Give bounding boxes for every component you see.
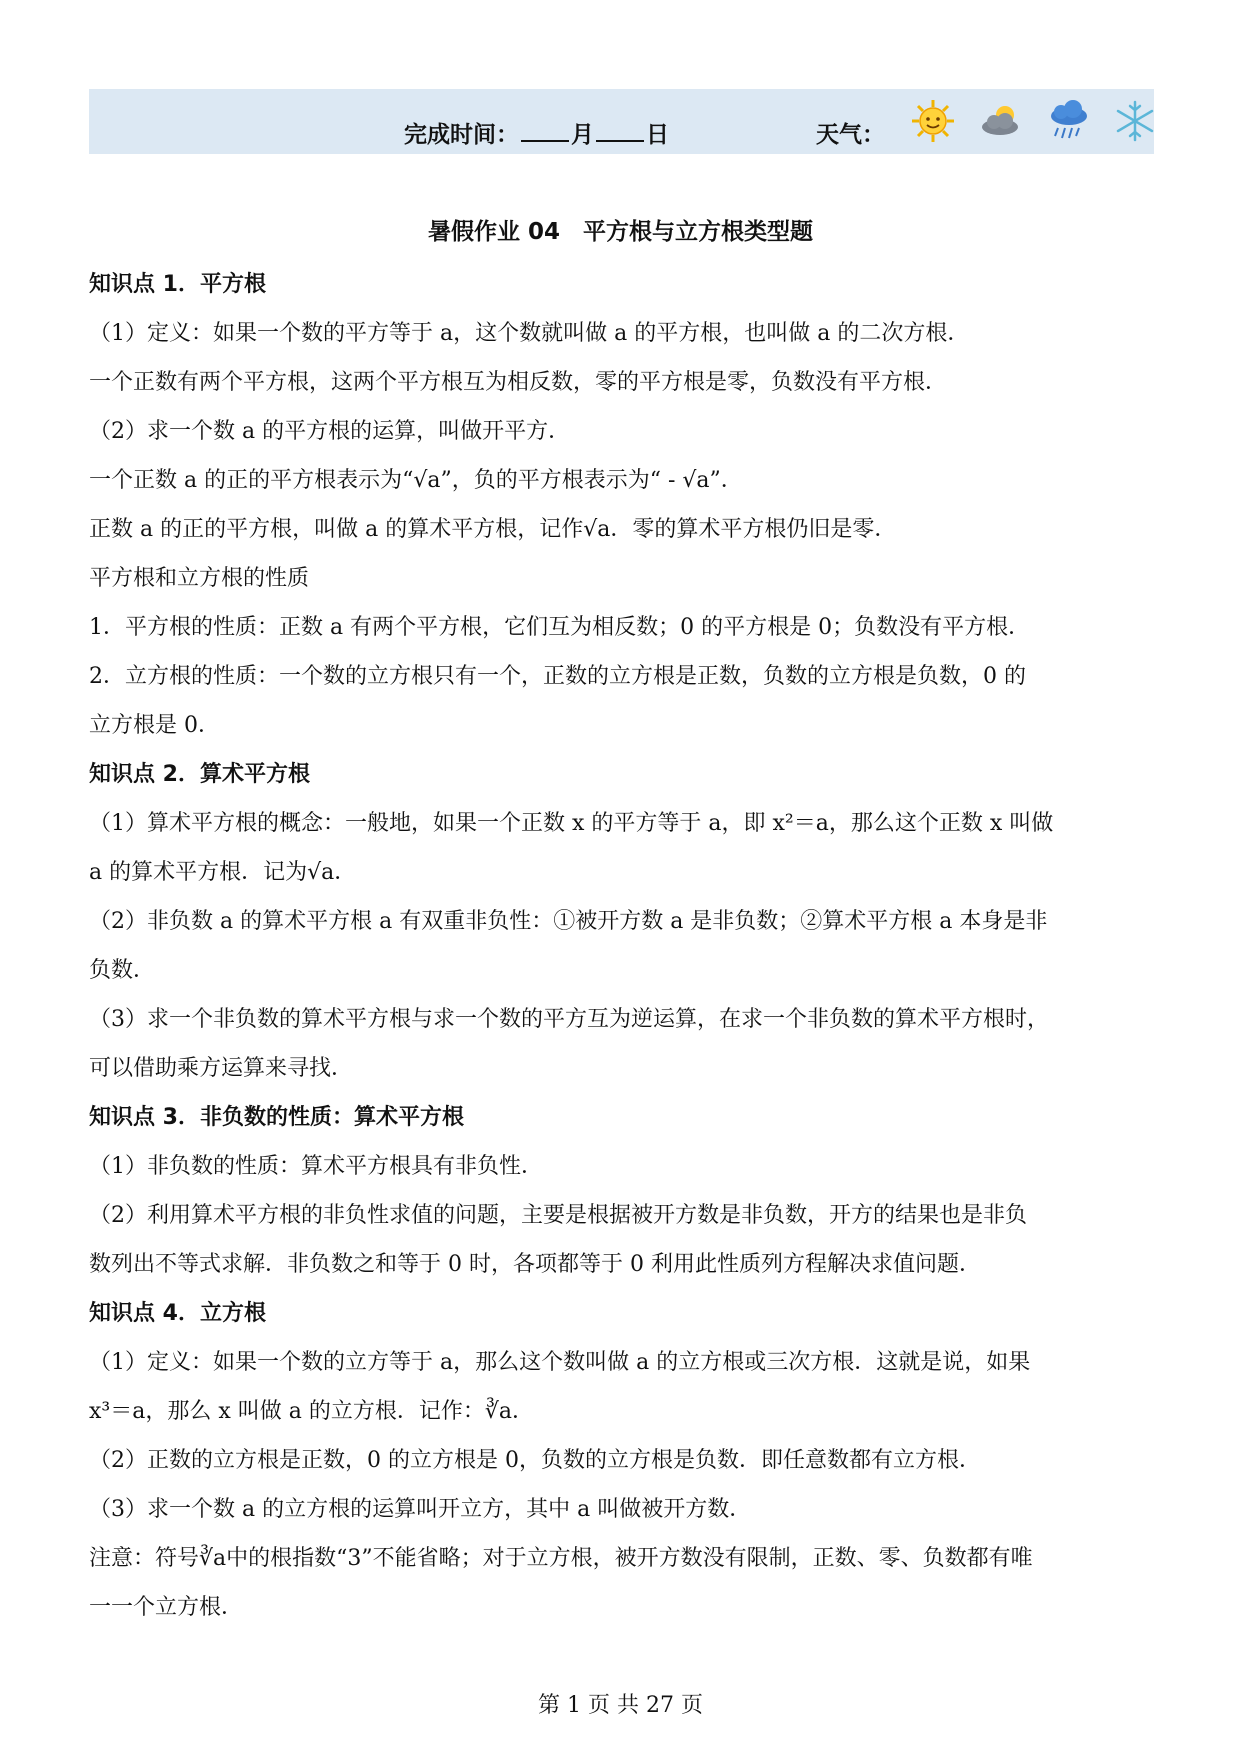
- text-line: （2）非负数 a 的算术平方根 a 有双重非负性：①被开方数 a 是非负数；②算术平方根 a 本身是非: [89, 909, 1048, 934]
- text-line: 负数．: [89, 958, 156, 983]
- cloudy-icon: [978, 98, 1024, 144]
- text-line: 注意：符号∛a中的根指数“3”不能省略；对于立方根，被开方数没有限制，正数、零、负数都有唯: [89, 1546, 1033, 1571]
- sun-icon: [910, 98, 956, 144]
- snowflake-icon: [1112, 98, 1158, 144]
- page-title: 暑假作业 04 平方根与立方根类型题: [427, 219, 813, 245]
- month-blank: [521, 139, 569, 142]
- text-line: （1）非负数的性质：算术平方根具有非负性．: [89, 1154, 543, 1179]
- text-line: 一一个立方根．: [89, 1595, 244, 1620]
- text-line: 数列出不等式求解．非负数之和等于 0 时，各项都等于 0 利用此性质列方程解决求值问题．: [89, 1252, 981, 1277]
- text-line: 1．平方根的性质：正数 a 有两个平方根，它们互为相反数；0 的平方根是 0；负数没有平方根．: [89, 615, 1031, 640]
- document-body: [89, 260, 1154, 1632]
- section-heading: 知识点 2．算术平方根: [89, 762, 310, 787]
- text-line: （1）算术平方根的概念：一般地，如果一个正数 x 的平方等于 a，即 x²＝a，那么这个正数 x 叫做: [89, 811, 1054, 836]
- text-line: （2）正数的立方根是正数，0 的立方根是 0，负数的立方根是负数．即任意数都有立方根．: [89, 1448, 981, 1473]
- text-line: x³＝a，那么 x 叫做 a 的立方根．记作：∛a．: [89, 1399, 534, 1424]
- day-blank: [596, 139, 644, 142]
- text-line: a 的算术平方根．记为√a．: [89, 860, 357, 885]
- section-heading: 知识点 4．立方根: [89, 1301, 266, 1326]
- completion-time: 完成时间： 月 日: [404, 122, 669, 148]
- text-line: （3）求一个非负数的算术平方根与求一个数的平方互为逆运算，在求一个非负数的算术平方根时，: [89, 1007, 1050, 1032]
- section-heading: 知识点 3．非负数的性质：算术平方根: [89, 1105, 464, 1130]
- text-line: （2）利用算术平方根的非负性求值的问题，主要是根据被开方数是非负数，开方的结果也是非负: [89, 1203, 1028, 1228]
- page-footer: 第 1 页 共 27 页: [538, 1693, 703, 1718]
- text-line: 2．立方根的性质：一个数的立方根只有一个，正数的立方根是正数，负数的立方根是负数，0 的: [89, 664, 1026, 689]
- text-line: （2）求一个数 a 的平方根的运算，叫做开平方．: [89, 419, 571, 444]
- text-line: 可以借助乘方运算来寻找．: [89, 1056, 354, 1081]
- text-line: 立方根是 0．: [89, 713, 220, 738]
- text-line: 正数 a 的正的平方根，叫做 a 的算术平方根，记作√a．零的算术平方根仍旧是零．: [89, 517, 897, 542]
- section-heading: 知识点 1．平方根: [89, 272, 266, 297]
- text-line: 平方根和立方根的性质: [89, 566, 310, 591]
- weather-label: 天气：: [816, 122, 885, 148]
- text-line: （1）定义：如果一个数的立方等于 a，那么这个数叫做 a 的立方根或三次方根．这就是说，如果: [89, 1350, 1031, 1375]
- text-line: 一个正数有两个平方根，这两个平方根互为相反数，零的平方根是零，负数没有平方根．: [89, 370, 948, 395]
- text-line: 一个正数 a 的正的平方根表示为“√a”，负的平方根表示为“ - √a”．: [89, 468, 743, 493]
- rain-icon: [1046, 98, 1092, 144]
- text-line: （1）定义：如果一个数的平方等于 a，这个数就叫做 a 的平方根，也叫做 a 的二次方根．: [89, 321, 970, 346]
- text-line: （3）求一个数 a 的立方根的运算叫开立方，其中 a 叫做被开方数．: [89, 1497, 752, 1522]
